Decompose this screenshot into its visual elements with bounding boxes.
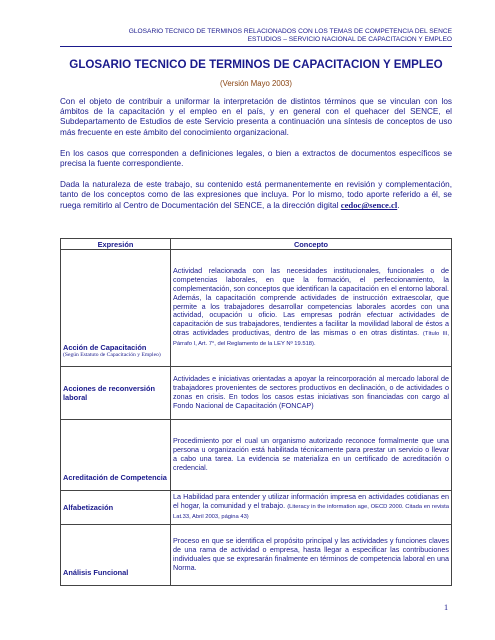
table-row (61, 367, 452, 420)
expression-cell (61, 250, 171, 367)
email-period: . (397, 201, 400, 211)
term-label: Acreditación de Competencia (63, 473, 167, 482)
concept-text: La Habilidad para entender y utilizar información impresa en actividades cotidianas en el hogar, la comunidad y el trabajo. (173, 492, 449, 511)
glossary-table (60, 238, 452, 586)
contribution-text: Dada la naturaleza de este trabajo, su contenido está permanentemente en revisión y complementación, tanto de los conceptos como de las expresiones que incluya. Por lo mismo, todo aporte referido a él, se ruega remitirlo al Centro de Documentación del SENCE, a la dirección digital (60, 180, 452, 211)
sources-paragraph: En los casos que corresponden a definiciones legales, o bien a extractos de documentos específicos se precisa la fuente correspondiente. (60, 149, 452, 169)
concept-text: Procedimiento por el cual un organismo autorizado reconoce formalmente que una persona u organización está habilitada técnicamente para prestar un servicio o llevar a cabo una tarea. La evidencia se materializa en un certificado de acreditación o credencial. (173, 436, 449, 472)
concept-text: Actividades e iniciativas orientadas a apoyar la reincorporación al mercado laboral de trabajadores provenientes de sectores productivos en declinación, o de actividades o zonas en crisis. En todos los casos estas iniciativas son financiadas con cargo al Fondo Nacional de Capacitación (FONCAP) (173, 374, 449, 410)
header-divider (60, 46, 452, 47)
table-row (61, 420, 452, 491)
page-number: 1 (444, 603, 449, 612)
term-label: Análisis Funcional (63, 568, 129, 577)
expression-cell (61, 491, 171, 525)
concept-cell (171, 491, 452, 525)
expression-cell (61, 367, 171, 420)
table-header-row (61, 239, 452, 250)
running-header-line-2: ESTUDIOS – SERVICIO NACIONAL DE CAPACITACION Y EMPLEO (247, 36, 452, 44)
concept-reference: (Literacy in the information age, OECD 2000. Citada en revista Lat.33, Abril 2003, página 43) (173, 504, 449, 520)
running-header (60, 28, 452, 45)
column-header-concept: Concepto (171, 239, 452, 250)
document-version: (Versión Mayo 2003) (220, 79, 292, 88)
concept-text: Proceso en que se identifica el propósito principal y las actividades y funciones claves de una rama de actividad o empresa, hasta llegar a especificar las contribuciones individuales que se expresarán finalmente en términos de competencia laboral en una Norma. (173, 536, 449, 572)
contribution-paragraph (60, 180, 452, 212)
concept-cell (171, 525, 452, 586)
concept-cell (171, 420, 452, 491)
concept-cell (171, 250, 452, 367)
table-row (61, 250, 452, 367)
table-row (61, 525, 452, 586)
term-label: Acción de Capacitación (63, 343, 147, 352)
table-row (61, 491, 452, 525)
term-label: Alfabetización (63, 503, 114, 512)
document-title: GLOSARIO TECNICO DE TERMINOS DE CAPACITACION Y EMPLEO (69, 58, 443, 71)
column-header-expression: Expresión (61, 239, 171, 250)
running-header-line-1: GLOSARIO TECNICO DE TERMINOS RELACIONADOS CON LOS TEMAS DE COMPETENCIA DEL SENCE (128, 28, 452, 35)
term-source: (Según Estatuto de Capacitación y Empleo) (63, 352, 161, 358)
contact-email-link[interactable]: cedoc@sence.cl (340, 200, 398, 211)
concept-text: Actividad relacionada con las necesidades institucionales, funcionales o de competencias laborales, en que la formación, el perfeccionamiento, la complementación, son conceptos que identifican la capacitación en el entorno laboral. Además, la capacitación comprende actividades de instrucción extraescolar, que permite a los trabajadores desarrollar competencias laborales acordes con una actividad, ocupación u oficio. Las empresas podrán efectuar actividades de capacitación de sus trabajadores, tendientes a facilitar la movilidad laboral de éstos a otras actividades productivas, dentro de las mismas o en otras distintas. (173, 266, 449, 337)
concept-reference: (Título III, Párrafo I, Art. 7°, del Reglamento de la LEY Nº 19.518). (173, 330, 450, 347)
intro-paragraph: Con el objeto de contribuir a uniformar la interpretación de distintos términos que se vinculan con los ámbitos de la capacitación y el empleo en el país, y en general con el quehacer del SENCE, el Subdepartamento de Estudios de este Servicio presenta a continuación una síntesis de conceptos de uso más frecuente en este ámbito del conocimiento organizacional. (60, 97, 452, 137)
expression-cell (61, 525, 171, 586)
term-label: Acciones de reconversión laboral (63, 384, 156, 402)
concept-cell (171, 367, 452, 420)
expression-cell (61, 420, 171, 491)
